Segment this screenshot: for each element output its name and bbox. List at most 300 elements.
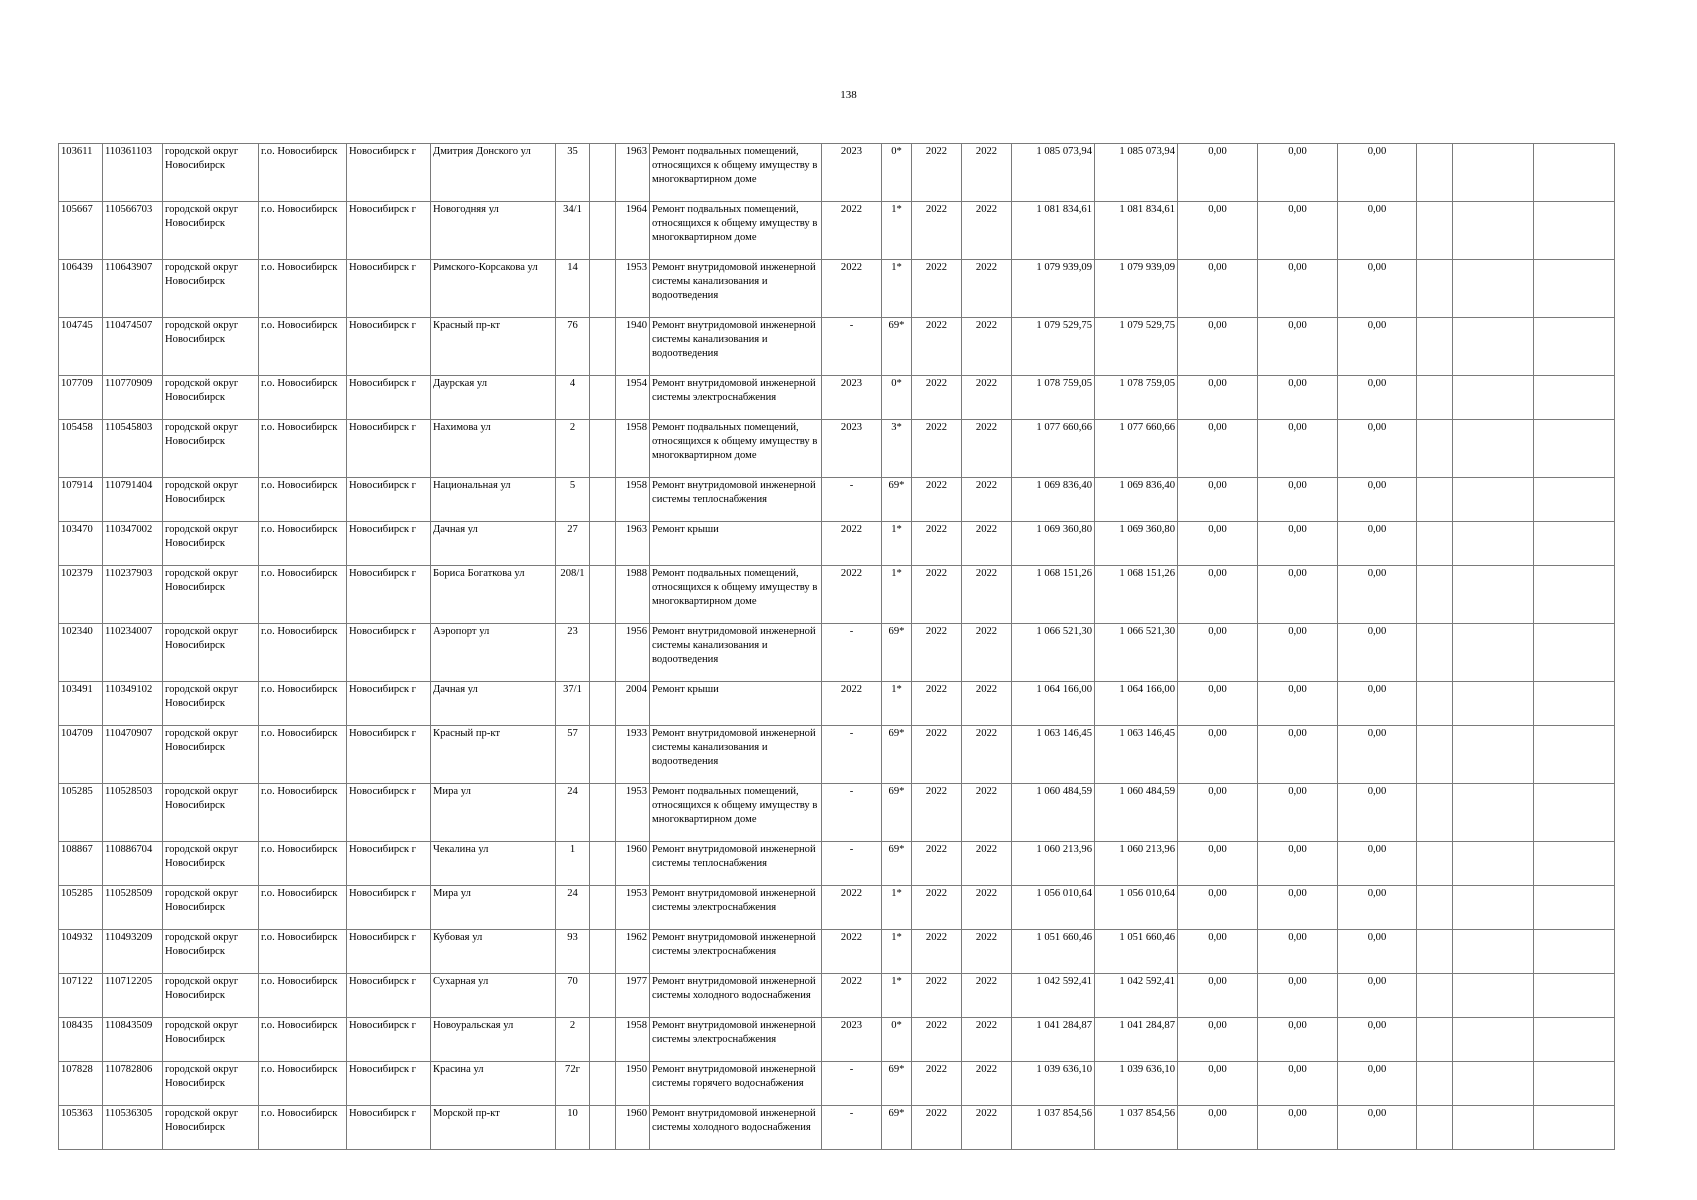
cell-empty	[1534, 522, 1615, 566]
cell-plan-start: 2022	[912, 842, 962, 886]
cell-sum-a: 0,00	[1178, 624, 1258, 682]
cell-empty	[1453, 1062, 1534, 1106]
cell-district: городской округ Новосибирск	[163, 726, 259, 784]
cell-street: Мира ул	[431, 886, 556, 930]
cell-year-prev: -	[822, 726, 882, 784]
cell-district: городской округ Новосибирск	[163, 1018, 259, 1062]
cell-cost-fund: 1 063 146,45	[1095, 726, 1178, 784]
cell-sum-b: 0,00	[1258, 726, 1338, 784]
cell-empty	[1453, 318, 1534, 376]
cell-district: городской округ Новосибирск	[163, 1062, 259, 1106]
cell-cost-fund: 1 077 660,66	[1095, 420, 1178, 478]
cell-sum-c: 0,00	[1338, 144, 1417, 202]
cell-sum-a: 0,00	[1178, 478, 1258, 522]
cell-year-prev: 2023	[822, 420, 882, 478]
cell-wear: 69*	[882, 1062, 912, 1106]
cell-sum-a: 0,00	[1178, 974, 1258, 1018]
cell-empty	[1453, 682, 1534, 726]
cell-work-type: Ремонт внутридомовой инженерной системы теплоснабжения	[650, 478, 822, 522]
cell-empty	[590, 726, 616, 784]
cell-sum-b: 0,00	[1258, 1018, 1338, 1062]
cell-plan-end: 2022	[962, 1106, 1012, 1150]
cell-plan-start: 2022	[912, 1018, 962, 1062]
cell-district: городской округ Новосибирск	[163, 682, 259, 726]
cell-year-built: 1956	[616, 624, 650, 682]
cell-municipality: г.о. Новосибирск	[259, 202, 347, 260]
cell-sum-c: 0,00	[1338, 974, 1417, 1018]
cell-plan-end: 2022	[962, 974, 1012, 1018]
cell-house-number: 2	[556, 420, 590, 478]
cell-municipality: г.о. Новосибирск	[259, 784, 347, 842]
cell-plan-start: 2022	[912, 420, 962, 478]
cell-empty	[590, 886, 616, 930]
cell-object-code: 110493209	[103, 930, 163, 974]
cell-object-id: 103611	[59, 144, 103, 202]
cell-object-code: 110347002	[103, 522, 163, 566]
cell-sum-a: 0,00	[1178, 318, 1258, 376]
cell-year-built: 2004	[616, 682, 650, 726]
cell-plan-end: 2022	[962, 1062, 1012, 1106]
cell-sum-a: 0,00	[1178, 420, 1258, 478]
cell-empty	[1453, 726, 1534, 784]
cell-plan-end: 2022	[962, 842, 1012, 886]
cell-year-built: 1962	[616, 930, 650, 974]
cell-sum-b: 0,00	[1258, 376, 1338, 420]
table-row	[59, 1018, 1615, 1062]
cell-wear: 69*	[882, 784, 912, 842]
cell-sum-a: 0,00	[1178, 930, 1258, 974]
cell-wear: 69*	[882, 478, 912, 522]
registry-table	[58, 143, 1615, 1150]
table-row	[59, 974, 1615, 1018]
cell-cost-total: 1 069 836,40	[1012, 478, 1095, 522]
cell-empty	[1417, 376, 1453, 420]
cell-object-id: 107709	[59, 376, 103, 420]
cell-object-id: 106439	[59, 260, 103, 318]
cell-sum-a: 0,00	[1178, 566, 1258, 624]
cell-empty	[1453, 1018, 1534, 1062]
cell-municipality: г.о. Новосибирск	[259, 624, 347, 682]
table-row	[59, 682, 1615, 726]
cell-street: Бориса Богаткова ул	[431, 566, 556, 624]
cell-wear: 1*	[882, 974, 912, 1018]
cell-cost-total: 1 079 529,75	[1012, 318, 1095, 376]
cell-cost-fund: 1 081 834,61	[1095, 202, 1178, 260]
cell-empty	[590, 974, 616, 1018]
cell-street: Кубовая ул	[431, 930, 556, 974]
table-row	[59, 478, 1615, 522]
cell-year-prev: -	[822, 318, 882, 376]
cell-sum-a: 0,00	[1178, 726, 1258, 784]
cell-district: городской округ Новосибирск	[163, 1106, 259, 1150]
cell-wear: 69*	[882, 1106, 912, 1150]
cell-district: городской округ Новосибирск	[163, 144, 259, 202]
cell-sum-c: 0,00	[1338, 522, 1417, 566]
cell-year-built: 1964	[616, 202, 650, 260]
cell-object-code: 110237903	[103, 566, 163, 624]
cell-empty	[1417, 1106, 1453, 1150]
cell-cost-fund: 1 064 166,00	[1095, 682, 1178, 726]
cell-locality: Новосибирск г	[347, 522, 431, 566]
cell-wear: 3*	[882, 420, 912, 478]
cell-object-code: 110782806	[103, 1062, 163, 1106]
cell-year-prev: 2022	[822, 260, 882, 318]
cell-wear: 0*	[882, 376, 912, 420]
cell-year-built: 1958	[616, 1018, 650, 1062]
cell-locality: Новосибирск г	[347, 478, 431, 522]
cell-empty	[1417, 842, 1453, 886]
cell-empty	[1534, 624, 1615, 682]
cell-empty	[590, 522, 616, 566]
cell-plan-start: 2022	[912, 930, 962, 974]
cell-sum-c: 0,00	[1338, 260, 1417, 318]
cell-object-id: 102379	[59, 566, 103, 624]
cell-work-type: Ремонт внутридомовой инженерной системы горячего водоснабжения	[650, 1062, 822, 1106]
cell-cost-fund: 1 069 836,40	[1095, 478, 1178, 522]
cell-sum-b: 0,00	[1258, 682, 1338, 726]
table-row	[59, 842, 1615, 886]
cell-empty	[1417, 930, 1453, 974]
cell-empty	[590, 842, 616, 886]
cell-sum-b: 0,00	[1258, 420, 1338, 478]
cell-sum-b: 0,00	[1258, 318, 1338, 376]
cell-cost-total: 1 060 213,96	[1012, 842, 1095, 886]
cell-plan-end: 2022	[962, 522, 1012, 566]
cell-plan-start: 2022	[912, 376, 962, 420]
cell-empty	[1417, 682, 1453, 726]
cell-house-number: 24	[556, 886, 590, 930]
cell-street: Даурская ул	[431, 376, 556, 420]
cell-sum-c: 0,00	[1338, 1106, 1417, 1150]
table-row	[59, 202, 1615, 260]
cell-work-type: Ремонт крыши	[650, 682, 822, 726]
cell-object-id: 107122	[59, 974, 103, 1018]
cell-street: Дачная ул	[431, 522, 556, 566]
page-number: 138	[840, 89, 857, 101]
cell-municipality: г.о. Новосибирск	[259, 974, 347, 1018]
cell-empty	[1534, 1062, 1615, 1106]
cell-year-prev: 2022	[822, 566, 882, 624]
cell-work-type: Ремонт подвальных помещений, относящихся к общему имуществу в многоквартирном доме	[650, 202, 822, 260]
cell-empty	[590, 144, 616, 202]
cell-district: городской округ Новосибирск	[163, 260, 259, 318]
cell-locality: Новосибирск г	[347, 566, 431, 624]
cell-empty	[590, 376, 616, 420]
cell-plan-end: 2022	[962, 420, 1012, 478]
cell-empty	[590, 784, 616, 842]
cell-cost-total: 1 042 592,41	[1012, 974, 1095, 1018]
cell-empty	[590, 1018, 616, 1062]
cell-empty	[590, 624, 616, 682]
cell-object-id: 107828	[59, 1062, 103, 1106]
cell-municipality: г.о. Новосибирск	[259, 144, 347, 202]
cell-sum-c: 0,00	[1338, 682, 1417, 726]
cell-empty	[1534, 886, 1615, 930]
cell-work-type: Ремонт внутридомовой инженерной системы канализования и водоотведения	[650, 624, 822, 682]
cell-object-code: 110886704	[103, 842, 163, 886]
table-row	[59, 784, 1615, 842]
cell-empty	[1534, 318, 1615, 376]
cell-work-type: Ремонт внутридомовой инженерной системы электроснабжения	[650, 930, 822, 974]
cell-cost-fund: 1 042 592,41	[1095, 974, 1178, 1018]
cell-year-built: 1958	[616, 478, 650, 522]
cell-wear: 1*	[882, 930, 912, 974]
cell-work-type: Ремонт внутридомовой инженерной системы электроснабжения	[650, 886, 822, 930]
cell-cost-fund: 1 051 660,46	[1095, 930, 1178, 974]
cell-wear: 69*	[882, 318, 912, 376]
cell-empty	[1534, 144, 1615, 202]
cell-street: Красный пр-кт	[431, 726, 556, 784]
cell-wear: 0*	[882, 1018, 912, 1062]
cell-object-code: 110770909	[103, 376, 163, 420]
cell-year-prev: -	[822, 784, 882, 842]
cell-house-number: 93	[556, 930, 590, 974]
cell-cost-fund: 1 037 854,56	[1095, 1106, 1178, 1150]
cell-cost-fund: 1 068 151,26	[1095, 566, 1178, 624]
cell-cost-fund: 1 060 484,59	[1095, 784, 1178, 842]
cell-locality: Новосибирск г	[347, 260, 431, 318]
table-body	[59, 144, 1615, 1150]
cell-house-number: 1	[556, 842, 590, 886]
cell-sum-b: 0,00	[1258, 624, 1338, 682]
cell-year-built: 1953	[616, 784, 650, 842]
cell-sum-c: 0,00	[1338, 726, 1417, 784]
cell-street: Мира ул	[431, 784, 556, 842]
cell-year-prev: 2022	[822, 974, 882, 1018]
cell-locality: Новосибирск г	[347, 930, 431, 974]
cell-street: Новогодняя ул	[431, 202, 556, 260]
cell-plan-end: 2022	[962, 624, 1012, 682]
cell-empty	[1417, 784, 1453, 842]
cell-year-prev: 2022	[822, 886, 882, 930]
cell-plan-end: 2022	[962, 478, 1012, 522]
cell-cost-fund: 1 078 759,05	[1095, 376, 1178, 420]
cell-empty	[1534, 478, 1615, 522]
cell-municipality: г.о. Новосибирск	[259, 420, 347, 478]
cell-object-code: 110791404	[103, 478, 163, 522]
cell-house-number: 14	[556, 260, 590, 318]
table-row	[59, 886, 1615, 930]
cell-sum-a: 0,00	[1178, 522, 1258, 566]
cell-year-prev: 2023	[822, 376, 882, 420]
cell-sum-b: 0,00	[1258, 930, 1338, 974]
cell-empty	[1453, 974, 1534, 1018]
cell-house-number: 57	[556, 726, 590, 784]
cell-year-built: 1960	[616, 1106, 650, 1150]
cell-empty	[590, 566, 616, 624]
cell-district: городской округ Новосибирск	[163, 842, 259, 886]
cell-municipality: г.о. Новосибирск	[259, 1106, 347, 1150]
cell-object-id: 105458	[59, 420, 103, 478]
cell-year-prev: -	[822, 1062, 882, 1106]
cell-year-built: 1988	[616, 566, 650, 624]
cell-district: городской округ Новосибирск	[163, 930, 259, 974]
cell-cost-total: 1 064 166,00	[1012, 682, 1095, 726]
cell-sum-a: 0,00	[1178, 260, 1258, 318]
cell-street: Чекалина ул	[431, 842, 556, 886]
cell-year-built: 1953	[616, 260, 650, 318]
cell-municipality: г.о. Новосибирск	[259, 318, 347, 376]
cell-empty	[1453, 478, 1534, 522]
cell-cost-total: 1 037 854,56	[1012, 1106, 1095, 1150]
cell-object-code: 110349102	[103, 682, 163, 726]
cell-street: Аэропорт ул	[431, 624, 556, 682]
cell-empty	[1417, 974, 1453, 1018]
cell-plan-end: 2022	[962, 784, 1012, 842]
table-row	[59, 144, 1615, 202]
cell-street: Нахимова ул	[431, 420, 556, 478]
cell-work-type: Ремонт внутридомовой инженерной системы холодного водоснабжения	[650, 1106, 822, 1150]
cell-sum-b: 0,00	[1258, 1106, 1338, 1150]
cell-municipality: г.о. Новосибирск	[259, 1062, 347, 1106]
table-row	[59, 930, 1615, 974]
table-row	[59, 376, 1615, 420]
cell-empty	[1453, 144, 1534, 202]
cell-year-built: 1933	[616, 726, 650, 784]
cell-house-number: 24	[556, 784, 590, 842]
cell-empty	[1417, 522, 1453, 566]
cell-sum-c: 0,00	[1338, 624, 1417, 682]
cell-municipality: г.о. Новосибирск	[259, 566, 347, 624]
cell-sum-b: 0,00	[1258, 202, 1338, 260]
cell-district: городской округ Новосибирск	[163, 784, 259, 842]
cell-plan-end: 2022	[962, 260, 1012, 318]
cell-sum-c: 0,00	[1338, 318, 1417, 376]
cell-locality: Новосибирск г	[347, 726, 431, 784]
cell-house-number: 4	[556, 376, 590, 420]
cell-empty	[590, 1106, 616, 1150]
cell-house-number: 37/1	[556, 682, 590, 726]
cell-house-number: 76	[556, 318, 590, 376]
cell-sum-c: 0,00	[1338, 886, 1417, 930]
cell-locality: Новосибирск г	[347, 318, 431, 376]
cell-year-prev: 2023	[822, 1018, 882, 1062]
cell-district: городской округ Новосибирск	[163, 202, 259, 260]
cell-work-type: Ремонт внутридомовой инженерной системы теплоснабжения	[650, 842, 822, 886]
cell-locality: Новосибирск г	[347, 682, 431, 726]
cell-year-prev: 2022	[822, 522, 882, 566]
cell-object-id: 104745	[59, 318, 103, 376]
cell-plan-start: 2022	[912, 318, 962, 376]
cell-cost-total: 1 060 484,59	[1012, 784, 1095, 842]
cell-sum-b: 0,00	[1258, 842, 1338, 886]
cell-house-number: 34/1	[556, 202, 590, 260]
cell-municipality: г.о. Новосибирск	[259, 726, 347, 784]
cell-sum-b: 0,00	[1258, 1062, 1338, 1106]
cell-year-built: 1950	[616, 1062, 650, 1106]
cell-object-code: 110536305	[103, 1106, 163, 1150]
cell-empty	[1534, 726, 1615, 784]
cell-empty	[590, 478, 616, 522]
cell-object-id: 108435	[59, 1018, 103, 1062]
cell-object-code: 110474507	[103, 318, 163, 376]
cell-wear: 69*	[882, 842, 912, 886]
cell-locality: Новосибирск г	[347, 886, 431, 930]
cell-plan-end: 2022	[962, 318, 1012, 376]
cell-empty	[1534, 1018, 1615, 1062]
cell-sum-a: 0,00	[1178, 202, 1258, 260]
cell-plan-start: 2022	[912, 974, 962, 1018]
cell-municipality: г.о. Новосибирск	[259, 842, 347, 886]
cell-municipality: г.о. Новосибирск	[259, 682, 347, 726]
cell-district: городской округ Новосибирск	[163, 376, 259, 420]
cell-wear: 69*	[882, 624, 912, 682]
cell-empty	[1453, 260, 1534, 318]
cell-sum-a: 0,00	[1178, 144, 1258, 202]
cell-year-built: 1940	[616, 318, 650, 376]
cell-wear: 1*	[882, 202, 912, 260]
cell-object-code: 110234007	[103, 624, 163, 682]
cell-cost-total: 1 081 834,61	[1012, 202, 1095, 260]
cell-empty	[1417, 1062, 1453, 1106]
cell-street: Сухарная ул	[431, 974, 556, 1018]
cell-cost-fund: 1 085 073,94	[1095, 144, 1178, 202]
cell-cost-fund: 1 056 010,64	[1095, 886, 1178, 930]
cell-object-id: 104709	[59, 726, 103, 784]
cell-plan-start: 2022	[912, 478, 962, 522]
cell-empty	[1417, 260, 1453, 318]
cell-locality: Новосибирск г	[347, 420, 431, 478]
cell-object-id: 104932	[59, 930, 103, 974]
cell-plan-start: 2022	[912, 624, 962, 682]
cell-plan-start: 2022	[912, 260, 962, 318]
cell-house-number: 2	[556, 1018, 590, 1062]
cell-empty	[1453, 566, 1534, 624]
cell-cost-total: 1 039 636,10	[1012, 1062, 1095, 1106]
cell-object-id: 105285	[59, 784, 103, 842]
cell-empty	[1534, 930, 1615, 974]
cell-plan-end: 2022	[962, 144, 1012, 202]
cell-district: городской округ Новосибирск	[163, 974, 259, 1018]
cell-locality: Новосибирск г	[347, 842, 431, 886]
cell-street: Красина ул	[431, 1062, 556, 1106]
cell-district: городской округ Новосибирск	[163, 522, 259, 566]
cell-empty	[1417, 566, 1453, 624]
cell-cost-total: 1 085 073,94	[1012, 144, 1095, 202]
cell-empty	[1453, 842, 1534, 886]
cell-sum-a: 0,00	[1178, 376, 1258, 420]
table-row	[59, 260, 1615, 318]
table-row	[59, 318, 1615, 376]
cell-sum-b: 0,00	[1258, 886, 1338, 930]
cell-empty	[590, 930, 616, 974]
cell-house-number: 70	[556, 974, 590, 1018]
cell-object-code: 110643907	[103, 260, 163, 318]
cell-work-type: Ремонт внутридомовой инженерной системы холодного водоснабжения	[650, 974, 822, 1018]
cell-municipality: г.о. Новосибирск	[259, 930, 347, 974]
table-row	[59, 420, 1615, 478]
cell-object-code: 110545803	[103, 420, 163, 478]
cell-empty	[1453, 376, 1534, 420]
cell-sum-c: 0,00	[1338, 1062, 1417, 1106]
cell-empty	[1453, 202, 1534, 260]
cell-house-number: 10	[556, 1106, 590, 1150]
cell-year-built: 1977	[616, 974, 650, 1018]
cell-cost-total: 1 066 521,30	[1012, 624, 1095, 682]
cell-year-built: 1953	[616, 886, 650, 930]
cell-plan-end: 2022	[962, 682, 1012, 726]
cell-plan-start: 2022	[912, 682, 962, 726]
cell-work-type: Ремонт внутридомовой инженерной системы электроснабжения	[650, 1018, 822, 1062]
cell-cost-total: 1 063 146,45	[1012, 726, 1095, 784]
cell-district: городской округ Новосибирск	[163, 624, 259, 682]
cell-empty	[1417, 886, 1453, 930]
cell-empty	[590, 318, 616, 376]
cell-plan-start: 2022	[912, 522, 962, 566]
cell-year-prev: 2022	[822, 930, 882, 974]
cell-sum-b: 0,00	[1258, 566, 1338, 624]
cell-locality: Новосибирск г	[347, 376, 431, 420]
